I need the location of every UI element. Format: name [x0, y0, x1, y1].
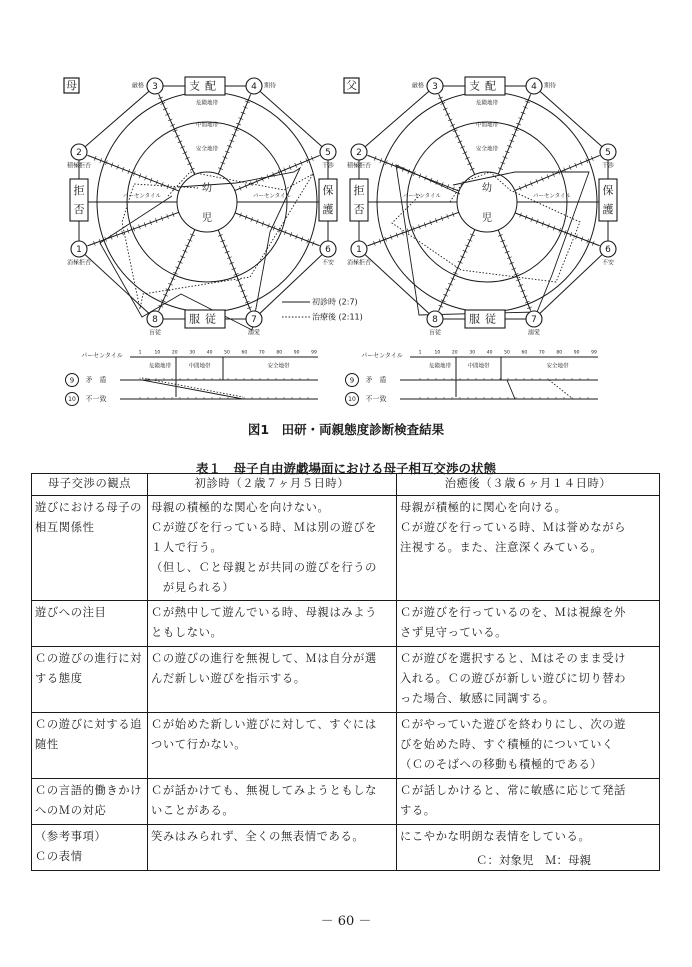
cell-line: （Ｃのそばへの移動も積極的である） — [400, 758, 603, 771]
group-box-protection-char-1: 保 — [322, 184, 334, 197]
scale-node-label: 溺愛 — [247, 329, 261, 337]
table-row — [32, 647, 660, 713]
header-after: 治癒後（３歳６ヶ月１４日時） — [397, 474, 660, 496]
cell-line: （但し、Ｃと母親とが共同の遊びを行うの — [151, 561, 378, 574]
scale-node-label: 溺愛 — [527, 329, 541, 337]
strip-zone-danger: 危険地帯 — [428, 363, 452, 370]
strip-percentile-tick: 99 — [591, 350, 597, 356]
cell-line: Ｃが始めた新しい遊びに対して、すぐには — [151, 718, 377, 731]
group-box-rejection-char-2: 否 — [353, 203, 365, 216]
strip-row-label: 不一致 — [85, 395, 107, 403]
cell-line: んだ新しい遊びを指示する。 — [151, 672, 306, 685]
scale-axis-4 — [218, 94, 250, 174]
father-percentile-strip — [340, 342, 630, 414]
strip-row-label: 矛 盾 — [365, 376, 387, 384]
group-box-rejection-char-1: 拒 — [353, 184, 365, 197]
cell-line: びを始めた時、すぐ積極的についていく — [400, 738, 614, 751]
scale-node-number: 3 — [432, 82, 438, 92]
scale-node-label: 積極拒否 — [346, 162, 372, 170]
after-cell — [397, 496, 660, 601]
strip-after-line — [142, 378, 243, 397]
header-before: 初診時（２歳７ヶ月５日時） — [148, 474, 397, 496]
cell-line: Ｃの遊びの進行に対 — [35, 652, 143, 665]
edge — [534, 249, 608, 319]
cell-line: 相互関係性 — [35, 521, 95, 534]
cell-line: Ｃの表情 — [35, 850, 83, 863]
table-row — [32, 496, 660, 601]
aspect-cell — [32, 647, 148, 713]
strip-initial-line — [142, 380, 243, 399]
strip-zone-middle: 中間地帯 — [188, 363, 211, 370]
group-box-rejection-char-1: 拒 — [73, 184, 85, 197]
mother-percentile-strip — [60, 342, 350, 414]
before-cell — [148, 601, 397, 647]
scale-node-label: 不安 — [601, 259, 615, 267]
strip-row-number: 9 — [349, 376, 355, 385]
cell-line: 遊びへの注目 — [35, 606, 107, 619]
scale-node-number: 6 — [605, 245, 611, 255]
scale-node-label: 消極拒否 — [66, 259, 92, 267]
strip-percentile-tick: 1 — [138, 350, 142, 356]
before-cell — [148, 825, 397, 871]
scale-axis-4 — [498, 94, 530, 174]
edge — [359, 86, 435, 152]
scale-node-label: 期待 — [264, 82, 277, 90]
scale-node-number: 5 — [605, 148, 611, 158]
after-cell — [397, 779, 660, 825]
scale-node-label: 干渉 — [321, 162, 335, 170]
aspect-cell — [32, 713, 148, 779]
cell-line: 笑みはみられず、全くの無表情である。 — [151, 830, 365, 843]
strip-percentile-tick: 99 — [311, 350, 317, 356]
before-cell — [148, 496, 397, 601]
strip-percentile-tick: 70 — [538, 350, 545, 356]
zone-label-danger: 危険地帯 — [195, 100, 219, 107]
scale-node-number: 2 — [76, 148, 82, 158]
scale-node-number: 7 — [531, 315, 537, 325]
aspect-cell — [32, 496, 148, 601]
father-attitude-diagram — [340, 72, 630, 342]
scale-node-number: 8 — [152, 315, 158, 325]
scale-node-number: 6 — [325, 245, 331, 255]
scale-node-number: 4 — [531, 82, 537, 92]
zone-label-safe: 安全地帯 — [475, 146, 499, 153]
strip-percentile-tick: 80 — [276, 350, 283, 356]
cell-line: Ｃの遊びの進行を無視して、Ｍは自分が選 — [151, 652, 377, 665]
strip-percentile-tick: 90 — [573, 350, 580, 356]
scale-node-number: 5 — [325, 148, 331, 158]
percentile-label-left: パーセンタイル — [402, 193, 442, 200]
scale-node-number: 8 — [432, 315, 438, 325]
edge — [534, 86, 608, 152]
before-cell — [148, 779, 397, 825]
cell-line: 母親の積極的な関心を向けない。 — [151, 501, 330, 514]
strip-percentile-label: パーセンタイル — [361, 352, 403, 360]
scale-node-label: 厳格 — [411, 82, 424, 90]
cell-line: Ｃの遊びに対する追 — [35, 718, 143, 731]
percentile-label-right: パーセンタイル — [252, 193, 292, 200]
cell-line: 遊びにおける母子の — [35, 501, 143, 514]
zone-label-middle: 中間地帯 — [475, 122, 499, 129]
cell-line: Ｃが遊びを行っているのを、Ｍは視線を外 — [400, 606, 627, 619]
strip-percentile-tick: 30 — [469, 350, 476, 356]
after-cell — [397, 713, 660, 779]
page-number: － 60 － — [320, 914, 372, 929]
table-row — [32, 779, 660, 825]
zone-label-danger: 危険地帯 — [475, 100, 499, 107]
group-box-obedience-label: 服従 — [469, 312, 501, 326]
cell-line: 母親が積極的に関心を向ける。 — [400, 501, 567, 514]
table-row — [32, 713, 660, 779]
legend-after-label: 治療後 (2:11) — [312, 312, 363, 322]
scale-axis-7 — [498, 230, 530, 311]
cell-line: ともしない。 — [151, 626, 223, 639]
cell-line: 入れる。Ｃの遊びが新しい遊びに切り替わ — [400, 672, 627, 685]
strip-row-number: 10 — [348, 396, 356, 403]
strip-percentile-tick: 70 — [258, 350, 265, 356]
center-label-bottom: 児 — [202, 213, 212, 224]
panel-marker-label: 母 — [66, 79, 77, 92]
before-cell — [148, 647, 397, 713]
strip-percentile-tick: 1 — [418, 350, 422, 356]
scale-node-number: 1 — [356, 245, 362, 255]
scale-node-number: 3 — [152, 82, 158, 92]
cell-line: Ｃが話かけても、無視してみようともしな — [151, 784, 378, 797]
strip-percentile-tick: 10 — [154, 350, 161, 356]
scale-axis-1 — [87, 212, 178, 246]
strip-percentile-tick: 10 — [434, 350, 441, 356]
table-body — [32, 496, 660, 871]
cell-line: ついて行かない。 — [151, 738, 247, 751]
strip-row-label: 不一致 — [365, 395, 387, 403]
scale-node-number: 4 — [251, 82, 257, 92]
group-box-protection-char-1: 保 — [602, 184, 614, 197]
strip-initial-line — [507, 380, 515, 399]
table-header-row — [32, 474, 660, 496]
table-row — [32, 601, 660, 647]
cell-line: さず見守っている。 — [400, 626, 508, 639]
cell-line: にこやかな明朗な表情をしている。 — [400, 830, 591, 843]
cell-line: Ｃが遊びを行っている時、Ｍは別の遊びを — [151, 521, 378, 534]
cell-line: へのＭの対応 — [35, 804, 107, 817]
cell-line: いことがある。 — [151, 804, 235, 817]
center-label-bottom: 児 — [482, 213, 492, 224]
cell-line: する態度 — [35, 672, 83, 685]
strip-zone-danger: 危険地帯 — [148, 363, 172, 370]
scale-node-label: 積極拒否 — [66, 162, 92, 170]
strip-percentile-label: パーセンタイル — [81, 352, 123, 360]
scale-axis-1 — [367, 212, 458, 246]
strip-percentile-tick: 50 — [504, 350, 510, 356]
cell-line: 注視する。また、注意深くみている。 — [400, 541, 603, 554]
group-box-protection-char-2: 護 — [602, 203, 614, 216]
before-cell — [148, 713, 397, 779]
cell-line: １人で行う。 — [151, 541, 223, 554]
strip-zone-middle: 中間地帯 — [467, 363, 490, 370]
scale-node-label: 盲従 — [428, 329, 442, 337]
cell-line: Ｃが遊びを行っている時、Ｍは誉めながら — [400, 521, 627, 534]
cell-line: Ｃの言語的働きかけ — [35, 784, 143, 797]
aspect-cell — [32, 779, 148, 825]
cell-line: った場合、敏感に同調する。 — [400, 692, 555, 705]
group-box-protection-char-2: 護 — [322, 203, 334, 216]
scale-node-label: 盲従 — [148, 329, 162, 337]
edge — [254, 86, 328, 152]
scale-node-label: 期待 — [544, 82, 557, 90]
cell-line: Ｃが遊びを選択すると、Ｍはそのまま受け — [400, 652, 627, 665]
cell-line: 随性 — [35, 738, 59, 751]
scale-node-label: 厳格 — [131, 82, 144, 90]
strip-percentile-tick: 50 — [224, 350, 230, 356]
strip-row-label: 矛 盾 — [85, 376, 107, 384]
strip-row-number: 9 — [69, 376, 75, 385]
cell-line: Ｃがやっていた遊びを終わりにし、次の遊 — [400, 718, 627, 731]
strip-percentile-tick: 90 — [293, 350, 300, 356]
strip-percentile-tick: 30 — [189, 350, 196, 356]
percentile-label-right: パーセンタイル — [532, 193, 572, 200]
strip-percentile-tick: 60 — [521, 350, 528, 356]
strip-percentile-tick: 80 — [556, 350, 563, 356]
strip-percentile-tick: 40 — [486, 350, 493, 356]
group-box-dominance-label: 支配 — [189, 79, 221, 93]
group-box-rejection-char-2: 否 — [73, 203, 85, 216]
after-cell — [397, 647, 660, 713]
aspect-cell — [32, 825, 148, 871]
center-label-top: 幼 — [482, 183, 492, 194]
strip-percentile-tick: 40 — [206, 350, 213, 356]
figure-caption: 図1 田研・両親態度診断検査結果 — [247, 422, 445, 437]
group-box-dominance-label: 支配 — [469, 79, 501, 93]
center-label-top: 幼 — [202, 183, 212, 194]
scale-node-number: 1 — [76, 245, 82, 255]
interaction-table — [31, 473, 660, 871]
strip-zone-safe: 安全地帯 — [546, 363, 569, 370]
strip-percentile-tick: 60 — [241, 350, 248, 356]
cell-line: （参考事項） — [35, 830, 107, 843]
zone-label-middle: 中間地帯 — [195, 122, 219, 129]
scale-node-number: 2 — [356, 148, 362, 158]
scale-node-label: 消極拒否 — [346, 259, 372, 267]
zone-label-safe: 安全地帯 — [195, 146, 219, 153]
scale-node-label: 不安 — [321, 259, 335, 267]
cell-line: が見られる） — [151, 581, 235, 594]
mother-attitude-diagram — [60, 72, 363, 342]
panel-marker-label: 父 — [346, 79, 357, 92]
header-aspect: 母子交渉の観点 — [32, 474, 148, 496]
table-title: 表１ 母子自由遊戯場面における母子相互交渉の状態 — [195, 461, 496, 476]
strip-after-line — [549, 380, 573, 399]
percentile-label-left: パーセンタイル — [122, 193, 162, 200]
scale-node-number: 7 — [251, 315, 257, 325]
abbreviation-note: Ｃ：対象児 Ｍ：母親 — [476, 853, 591, 867]
legend-initial-label: 初診時 (2:7) — [312, 297, 358, 307]
cell-line: Ｃが話しかけると、常に敏感に応じて発話 — [400, 784, 627, 797]
after-cell — [397, 601, 660, 647]
strip-percentile-tick: 20 — [171, 350, 178, 356]
scale-node-label: 干渉 — [601, 162, 615, 170]
cell-line: Ｃが熱中して遊んでいる時、母親はみよう — [151, 606, 378, 619]
edge — [79, 86, 155, 152]
cell-line: する。 — [400, 804, 436, 817]
strip-percentile-tick: 20 — [451, 350, 458, 356]
strip-row-number: 10 — [68, 396, 76, 403]
strip-zone-safe: 安全地帯 — [267, 363, 290, 370]
aspect-cell — [32, 601, 148, 647]
scale-axis-7 — [218, 230, 250, 311]
group-box-obedience-label: 服従 — [189, 312, 221, 326]
